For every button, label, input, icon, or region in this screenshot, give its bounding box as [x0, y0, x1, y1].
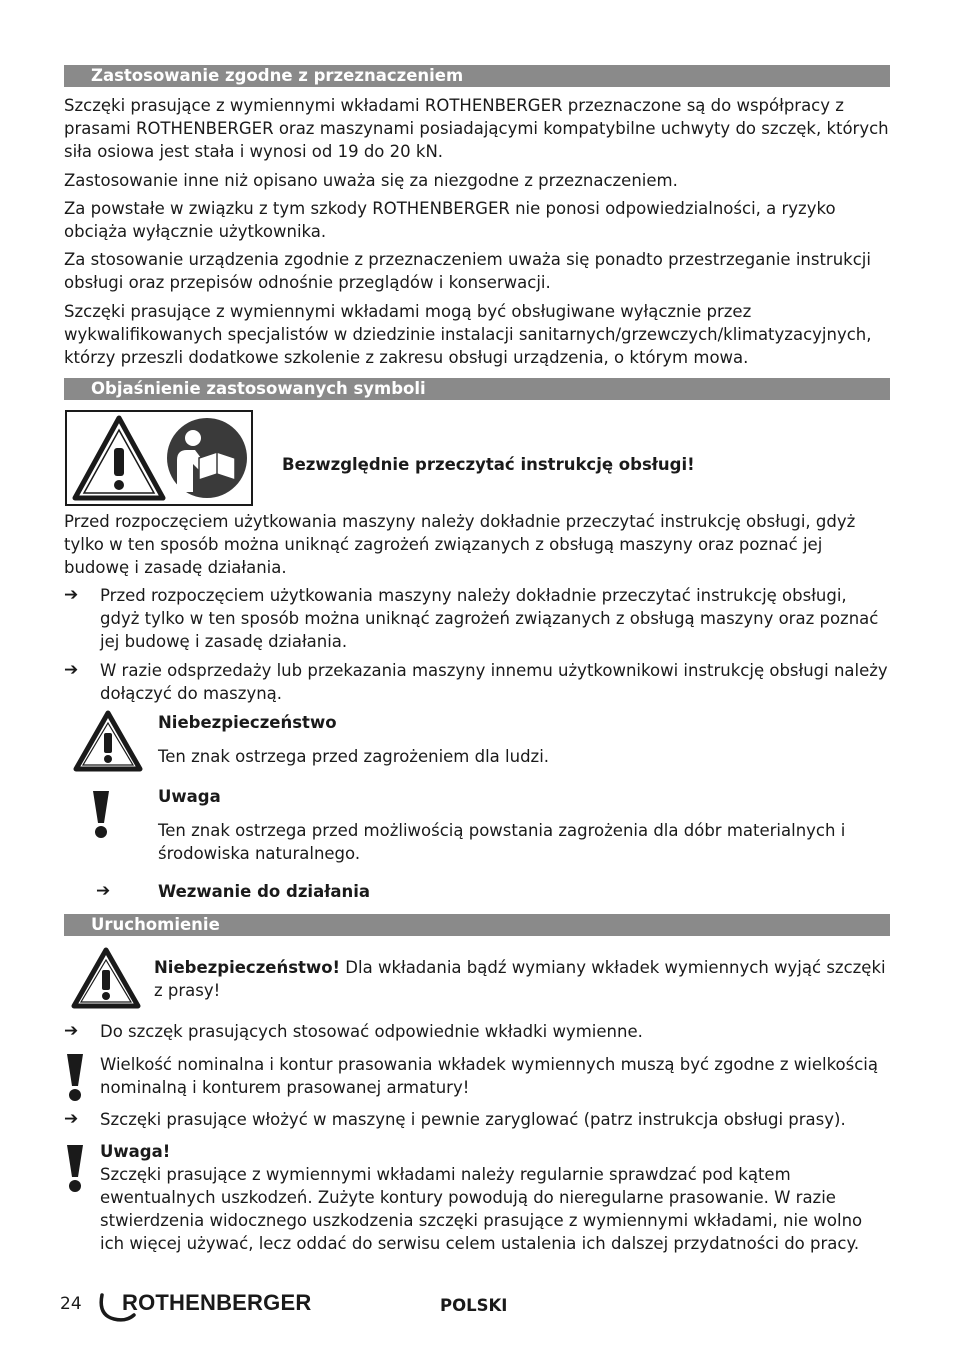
caution-warning-title: Uwaga! [100, 1142, 171, 1161]
caution-description: Ten znak ostrzega przed możliwością powstania zagrożenia dla dóbr materialnych i środowiska naturalnego. [158, 821, 846, 863]
arrow-right-icon: ➔ [64, 1021, 79, 1041]
list-item-text: Przed rozpoczęciem użytkowania maszyny należy dokładnie przeczytać instrukcję obsługi, gdyż tylko w ten sposób można uniknąć zagrożeń związanych z obsługą maszyny oraz poznać jej budowę i zasadę działania. [100, 586, 879, 651]
caution-exclamation-icon [64, 1052, 86, 1102]
caution-title: Uwaga [158, 787, 221, 806]
startup-danger-text: Dla wkładania bądź wymiany wkładek wymiennych wyjąć szczęki z prasy! [154, 958, 886, 1000]
section-header-symbols: Objaśnienie zastosowanych symboli [64, 378, 890, 400]
read-manual-label: Bezwzględnie przeczytać instrukcję obsługi! [282, 455, 695, 474]
danger-description: Ten znak ostrzega przed zagrożeniem dla ludzi. [158, 747, 550, 766]
list-item-text: Szczęki prasujące włożyć w maszynę i pewnie zaryglować (patrz instrukcja obsługi prasy). [100, 1110, 846, 1129]
arrow-right-icon: ➔ [64, 1109, 79, 1129]
paragraph-intended-use-5: Szczęki prasujące z wymiennymi wkładami mogą być obsługiwane wyłącznie przez wykwalifikowanych specjalistów w dziedzinie instalacji sanitarnych/grzewczych/klimatyzacyjnych, którzy przeszli dodatkowe szkolenie z zakresu obsługi urządzenia, o którym mowa. [64, 302, 872, 367]
action-title: Wezwanie do działania [158, 882, 371, 901]
list-item-text: Do szczęk prasujących stosować odpowiednie wkładki wymienne. [100, 1022, 643, 1041]
paragraph-intended-use-1: Szczęki prasujące z wymiennymi wkładami ROTHENBERGER przeznaczone są do współpracy z prasami ROTHENBERGER oraz maszynami posiadającymi kompatybilne uchwyty do szczęk, których siła osiowa jest stała i wynosi od 19 do 20 kN. [64, 96, 889, 161]
paragraph-intended-use-4: Za stosowanie urządzenia zgodnie z przeznaczeniem uważa się ponadto przestrzeganie instrukcji obsługi oraz przepisów odnośnie przeglądów i konserwacji. [64, 250, 871, 292]
startup-danger-label: Niebezpieczeństwo! [154, 958, 341, 977]
caution-warning-text: Szczęki prasujące z wymiennymi wkładami należy regularnie sprawdzać pod kątem ewentualnych uszkodzeń. Zużyte kontury powodują do nieregularne prasowanie. W razie stwierdzenia widocznego uszkodzenia szczęki prasujące z wymiennymi wkładami, nie wolno ich więcej używać, lecz oddać do serwisu celem ustalenia ich dalszej przydatności do pracy. [100, 1165, 863, 1253]
danger-triangle-icon [70, 946, 142, 1010]
read-manual-symbol-box [65, 410, 253, 506]
caution-exclamation-icon [90, 789, 112, 839]
warning-and-manual-icon [67, 412, 251, 504]
section-header-intended-use: Zastosowanie zgodne z przeznaczeniem [64, 65, 890, 87]
page-number: 24 [60, 1294, 82, 1314]
logo-text: ROTHENBERGER [122, 1290, 312, 1315]
arrow-right-icon: ➔ [64, 660, 79, 680]
caution-exclamation-icon [64, 1143, 86, 1193]
section-header-startup: Uruchomienie [64, 914, 890, 936]
list-item [64, 1020, 890, 1044]
paragraph-intended-use-3: Za powstałe w związku z tym szkody ROTHENBERGER nie ponosi odpowiedzialności, a ryzyko obciąża wyłącznie użytkownika. [64, 199, 836, 241]
startup-danger-note [154, 956, 890, 1002]
list-item [64, 1108, 890, 1132]
list-item [64, 659, 890, 707]
arrow-right-icon: ➔ [64, 585, 79, 605]
list-item [64, 584, 890, 654]
nominal-size-note: Wielkość nominalna i kontur prasowania wkładek wymiennych muszą być zgodne z wielkością nominalną i konturem prasowanej armatury! [100, 1055, 878, 1097]
paragraph-intended-use-2: Zastosowanie inne niż opisano uważa się za niezgodne z przeznaczeniem. [64, 171, 678, 190]
paragraph-symbols-1: Przed rozpoczęciem użytkowania maszyny należy dokładnie przeczytać instrukcję obsługi, gdyż tylko w ten sposób można uniknąć zagrożeń związanych z obsługą maszyny oraz poznać jej budowę i zasadę działania. [64, 512, 856, 577]
list-item-text: W razie odsprzedaży lub przekazania maszyny innemu użytkownikowi instrukcję obsługi należy dołączyć do maszyną. [100, 661, 888, 703]
arrow-right-icon: ➔ [96, 881, 111, 901]
rothenberger-logo [96, 1289, 326, 1323]
language-label: POLSKI [440, 1296, 508, 1315]
danger-title: Niebezpieczeństwo [158, 713, 337, 732]
danger-triangle-icon [72, 709, 144, 773]
